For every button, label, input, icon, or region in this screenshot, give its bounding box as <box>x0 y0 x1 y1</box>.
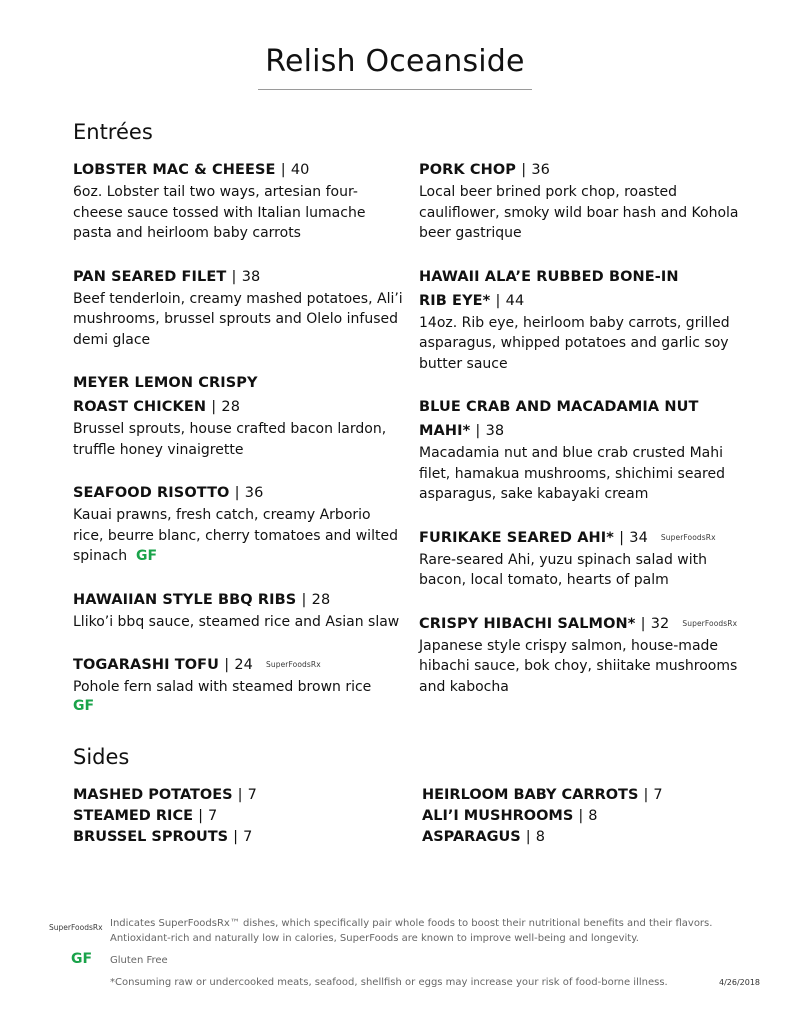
item-name: LOBSTER MAC & CHEESE <box>73 162 276 178</box>
menu-date: 4/26/2018 <box>719 978 761 987</box>
item-price: 44 <box>505 292 525 309</box>
item-price: 24 <box>234 657 254 673</box>
item-description: Kauai prawns, fresh catch, creamy Arborio rice, beurre blanc, cherry tomatoes and wilted spinach <box>73 507 398 564</box>
menu-item: CRISPY HIBACHI SALMON* | 32 SuperFoodsRx Japanese style crispy salmon, house-made hibachi sauce, bok choy, shiitake mushrooms and kabocha <box>419 612 749 698</box>
sides-left-column <box>73 785 257 848</box>
entrees-heading: Entrées <box>73 120 153 144</box>
item-price: 38 <box>241 268 261 285</box>
superfoods-logo-icon: SuperFoodsRx <box>49 923 103 932</box>
item-description: Pohole fern salad with steamed brown rice <box>73 679 372 695</box>
title-divider <box>258 89 532 90</box>
entrees-right-column <box>419 158 749 718</box>
item-name: CRISPY HIBACHI SALMON* <box>419 615 636 632</box>
item-price: 28 <box>221 399 241 415</box>
item-price: 36 <box>531 162 551 178</box>
item-price: 36 <box>244 485 264 501</box>
superfoods-logo-icon: SuperFoodsRx <box>660 532 716 542</box>
item-description: Brussel sprouts, house crafted bacon lardon, truffle honey vinaigrette <box>73 421 387 458</box>
menu-item: PORK CHOP | 36 Local beer brined pork chop, roasted cauliflower, smoky wild boar hash and Kohola beer gastrique <box>419 158 749 244</box>
superfoods-logo-icon: SuperFoodsRx <box>266 660 321 669</box>
gluten-free-legend: Gluten Free <box>110 955 168 966</box>
superfoods-logo-icon: SuperFoodsRx <box>682 618 738 628</box>
item-name: HAWAIIAN STYLE BBQ RIBS <box>73 591 297 608</box>
side-item: ASPARAGUS | 8 <box>422 829 545 845</box>
menu-item: HAWAIIAN STYLE BBQ RIBS | 28 Lliko’i bbq sauce, steamed rice and Asian slaw <box>73 588 403 633</box>
item-description: Local beer brined pork chop, roasted cauliflower, smoky wild boar hash and Kohola beer gastrique <box>419 184 739 241</box>
item-description: 14oz. Rib eye, heirloom baby carrots, grilled asparagus, whipped potatoes and garlic soy butter sauce <box>419 314 730 372</box>
menu-item: MEYER LEMON CRISPY ROAST CHICKEN | 28 Brussel sprouts, house crafted bacon lardon, truffle honey vinaigrette <box>73 371 403 460</box>
sides-heading: Sides <box>73 745 130 769</box>
menu-item: SEAFOOD RISOTTO | 36 Kauai prawns, fresh catch, creamy Arborio rice, beurre blanc, cherry tomatoes and wilted spinach GF <box>73 485 398 564</box>
menu-item: HAWAII ALA’E RUBBED BONE-IN RIB EYE* | 44 14oz. Rib eye, heirloom baby carrots, grilled asparagus, whipped potatoes and garlic soy butter sauce <box>419 265 749 375</box>
side-item: STEAMED RICE | 7 <box>73 808 218 824</box>
item-name: MEYER LEMON CRISPY ROAST CHICKEN <box>73 375 258 415</box>
item-description: 6oz. Lobster tail two ways, artesian four-cheese sauce tossed with Italian lumache pasta and heirloom baby carrots <box>73 184 366 241</box>
menu-item: PAN SEARED FILET | 38 Beef tenderloin, creamy mashed potatoes, Ali’i mushrooms, brussel sprouts and Olelo infused demi glace <box>73 265 403 351</box>
gluten-free-badge: GF <box>73 697 95 714</box>
item-price: 38 <box>485 423 505 439</box>
item-description: Beef tenderloin, creamy mashed potatoes, Ali’i mushrooms, brussel sprouts and Olelo infused demi glace <box>73 290 403 348</box>
side-item: BRUSSEL SPROUTS | 7 <box>73 829 253 845</box>
food-safety-warning: *Consuming raw or undercooked meats, seafood, shellfish or eggs may increase your risk of food-borne illness. <box>110 977 668 988</box>
item-description: Lliko’i bbq sauce, steamed rice and Asian slaw <box>73 613 400 630</box>
menu-item: TOGARASHI TOFU | 24 SuperFoodsRx Pohole fern salad with steamed brown rice GF <box>73 653 403 714</box>
menu-item: BLUE CRAB AND MACADAMIA NUT MAHI* | 38 Macadamia nut and blue crab crusted Mahi filet, hamakua mushrooms, shichimi seared asparagus, sake kabayaki cream <box>419 395 749 505</box>
item-name: PAN SEARED FILET <box>73 268 227 285</box>
gluten-free-badge: GF <box>136 548 158 564</box>
item-description: Japanese style crispy salmon, house-made hibachi sauce, bok choy, shiitake mushrooms and kabocha <box>419 637 738 695</box>
item-name: PORK CHOP <box>419 162 517 178</box>
item-price: 32 <box>650 615 670 632</box>
item-name: HAWAII ALA’E RUBBED BONE-IN RIB EYE* <box>419 268 679 309</box>
superfoods-note: Indicates SuperFoodsRx™ dishes, which specifically pair whole foods to boost their nutritional benefits and their flavors. Antioxidant-rich and naturally low in calories, SuperFoods are known to improve well-being and longevity. <box>110 918 713 944</box>
gluten-free-badge: GF <box>71 951 93 967</box>
side-item: HEIRLOOM BABY CARROTS | 7 <box>422 787 663 803</box>
restaurant-title: Relish Oceanside <box>265 44 525 79</box>
sides-right-column <box>422 785 663 848</box>
item-price: 40 <box>290 162 310 178</box>
item-price: 28 <box>311 591 331 608</box>
item-name: TOGARASHI TOFU <box>73 657 220 673</box>
menu-item: LOBSTER MAC & CHEESE | 40 6oz. Lobster tail two ways, artesian four-cheese sauce tossed with Italian lumache pasta and heirloom baby carrots <box>73 158 403 244</box>
item-name: BLUE CRAB AND MACADAMIA NUT MAHI* <box>419 399 699 439</box>
item-price: 34 <box>629 529 648 546</box>
entrees-left-column <box>73 158 403 735</box>
side-item: MASHED POTATOES | 7 <box>73 787 257 803</box>
side-item: ALI’I MUSHROOMS | 8 <box>422 808 598 824</box>
item-name: SEAFOOD RISOTTO <box>73 485 230 501</box>
item-description: Rare-seared Ahi, yuzu spinach salad with bacon, local tomato, hearts of palm <box>419 551 707 588</box>
menu-item: FURIKAKE SEARED AHI* | 34 SuperFoodsRx Rare-seared Ahi, yuzu spinach salad with bacon, local tomato, hearts of palm <box>419 526 749 591</box>
item-description: Macadamia nut and blue crab crusted Mahi filet, hamakua mushrooms, shichimi seared asparagus, sake kabayaki cream <box>419 445 725 502</box>
item-name: FURIKAKE SEARED AHI* <box>419 529 614 546</box>
